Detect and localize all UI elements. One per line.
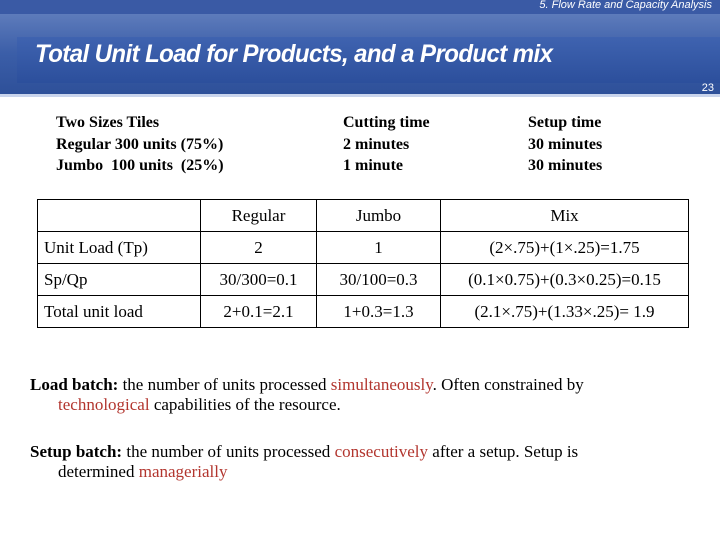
table-row [38, 264, 689, 296]
cutting-time-info [343, 112, 430, 177]
setup-batch-text: the number of units processed [122, 442, 335, 461]
load-batch-definition [30, 375, 584, 415]
table-header-jumbo: Jumbo [317, 200, 441, 232]
load-batch-text: capabilities of the resource. [149, 395, 341, 414]
table-cell: (0.1×0.75)+(0.3×0.25)=0.15 [441, 264, 689, 296]
load-batch-text: . Often constrained by [432, 375, 584, 394]
slide-header [0, 0, 720, 97]
row-label: Sp/Qp [38, 264, 201, 296]
table-row [38, 232, 689, 264]
slide-title: Total Unit Load for Products, and a Product mix [35, 40, 553, 68]
cutting-jumbo: 1 minute [343, 157, 403, 174]
table-cell: 1 [317, 232, 441, 264]
setup-batch-term: Setup batch: [30, 442, 123, 461]
cutting-heading: Cutting time [343, 114, 430, 131]
setup-heading: Setup time [528, 114, 602, 131]
table-cell: 30/300=0.1 [201, 264, 317, 296]
unit-load-table [37, 199, 689, 328]
cutting-regular: 2 minutes [343, 135, 410, 153]
table-header-mix: Mix [441, 200, 689, 232]
load-batch-highlight: technological [58, 395, 150, 414]
load-batch-highlight: simultaneously [330, 375, 433, 394]
row-label: Total unit load [38, 296, 201, 328]
page-number: 23 [701, 82, 714, 94]
products-heading: Two Sizes Tiles [56, 114, 160, 131]
table-cell: 2+0.1=2.1 [201, 296, 317, 328]
setup-batch-definition [30, 442, 578, 482]
load-batch-term: Load batch: [30, 375, 119, 394]
table-header-cell-empty [38, 200, 201, 232]
table-row [38, 296, 689, 328]
products-jumbo: Jumbo 100 units (25%) [56, 157, 224, 174]
load-batch-text: the number of units processed [118, 375, 331, 394]
table-cell: 2 [201, 232, 317, 264]
setup-jumbo: 30 minutes [528, 157, 603, 174]
table-cell: (2.1×.75)+(1.33×.25)= 1.9 [441, 296, 689, 328]
setup-batch-highlight: consecutively [334, 442, 429, 461]
table-header-regular: Regular [201, 200, 317, 232]
setup-regular: 30 minutes [528, 135, 603, 153]
header-rule [0, 94, 720, 97]
setup-batch-highlight: managerially [138, 462, 228, 481]
table-cell: 1+0.3=1.3 [317, 296, 441, 328]
products-regular: Regular 300 units (75%) [56, 135, 224, 153]
table-header-row [38, 200, 689, 232]
products-info [56, 112, 224, 177]
setup-time-info [528, 112, 602, 177]
section-label: 5. Flow Rate and Capacity Analysis [539, 0, 712, 11]
table-cell: 30/100=0.3 [317, 264, 441, 296]
setup-batch-text: after a setup. Setup is [428, 442, 579, 461]
setup-batch-text: determined [58, 462, 139, 481]
row-label: Unit Load (Tp) [38, 232, 201, 264]
table-cell: (2×.75)+(1×.25)=1.75 [441, 232, 689, 264]
